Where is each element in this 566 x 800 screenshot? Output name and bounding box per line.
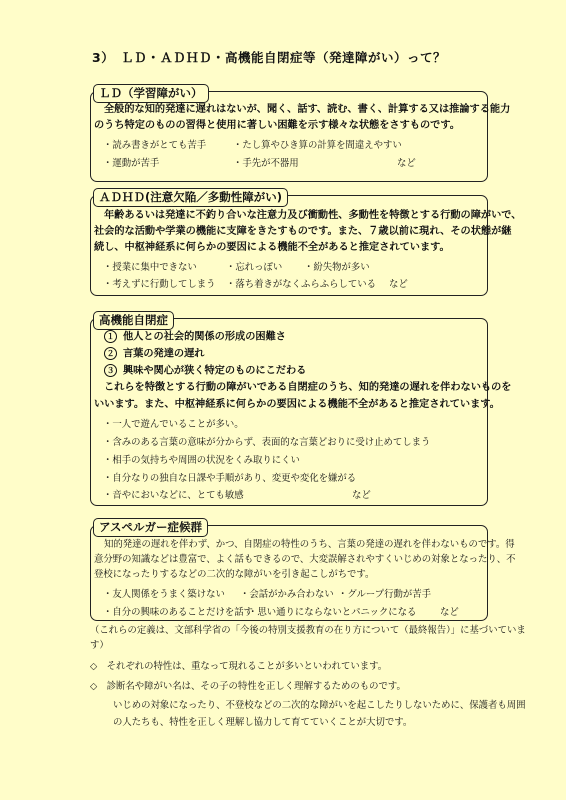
page-title: 3） ＬＤ・ＡＤＨＤ・高機能自閉症等（発達障がい）って？ xyxy=(92,50,446,65)
adhd-item-2: ・忘れっぽい xyxy=(226,262,283,273)
note-2: ◇ 診断名や障がい名は、その子の特性を正しく理解するためのものです。 xyxy=(90,681,406,692)
hfa-feature-1-text: 他人との社会的関係の形成の困難さ xyxy=(123,331,286,343)
ld-item-3: ・運動が苦手 xyxy=(103,158,160,169)
hfa-text-2: いいます。また、中枢神経系に何らかの要因による機能不全があると推定されています。 xyxy=(94,399,500,410)
hfa-item-etc: など xyxy=(352,490,371,501)
hfa-label: 高機能自閉症 xyxy=(93,311,174,330)
adhd-text-1: 年齢あるいは発達に不釣り合いな注意力及び衝動性、多動性を特徴とする行動の障がいで、 xyxy=(104,210,522,221)
asperger-item-3: ・グループ行動が苦手 xyxy=(338,589,431,600)
hfa-item-4: ・自分なりの独自な日課や手順があり、変更や変化を嫌がる xyxy=(103,473,357,484)
asperger-item-etc: など xyxy=(440,607,459,618)
hfa-feature-1 xyxy=(104,330,286,345)
hfa-feature-2-text: 言葉の発達の遅れ xyxy=(123,348,205,360)
source-note-2: す） xyxy=(90,640,109,651)
ld-item-1: ・読み書きがとても苦手 xyxy=(103,140,207,151)
adhd-text-2: 社会的な活動や学業の機能に支障をきたすものです。また、７歳以前に現れ、その状態が継 xyxy=(94,226,512,237)
circled-number-2: ２ xyxy=(104,347,117,360)
hfa-item-1: ・一人で遊んでいることが多い。 xyxy=(103,419,244,430)
asperger-label: アスペルガー症候群 xyxy=(93,518,208,537)
hfa-text-1: これらを特徴とする行動の障がいである自閉症のうち、知的発達の遅れを伴わないものを xyxy=(104,382,512,393)
adhd-item-1: ・授業に集中できない xyxy=(103,262,197,273)
hfa-feature-3 xyxy=(104,364,306,379)
adhd-item-3: ・紛失物が多い xyxy=(304,262,370,273)
note-3: いじめの対象になったり、不登校などの二次的な障がいを起こしたりしないために、保護者も周囲 xyxy=(113,700,526,711)
adhd-text-3: 続し、中枢神経系に何らかの要因による機能不全があると推定されています。 xyxy=(94,242,450,253)
ld-item-etc: など xyxy=(397,158,416,169)
note-4: の人たちも、特性を正しく理解し協力して育てていくことが大切です。 xyxy=(113,717,413,728)
asperger-item-4: ・自分の興味のあることだけを話す xyxy=(103,607,254,618)
note-1: ◇ それぞれの特性は、重なって現れることが多いといわれています。 xyxy=(90,661,388,672)
ld-text-2: のうち特定のものの習得と使用に著しい困難を示す様々な状態をさすものです。 xyxy=(94,120,460,131)
asperger-text-1: 知的発達の遅れを伴わず、かつ、自閉症の特性のうち、言葉の発達の遅れを伴わないものです。得 xyxy=(104,539,515,550)
adhd-item-etc: など xyxy=(389,279,408,290)
hfa-feature-2 xyxy=(104,347,205,362)
hfa-item-5: ・音やにおいなどに、とても敏感 xyxy=(103,490,244,501)
circled-number-1: １ xyxy=(104,330,117,343)
asperger-text-2: 意分野の知識などは豊富で、よく話もできるので、大変誤解されやすくいじめの対象となったり、不 xyxy=(94,554,516,565)
ld-item-2: ・たし算やひき算の計算を間違えやすい xyxy=(233,140,402,151)
asperger-item-1: ・友人関係をうまく築けない xyxy=(103,589,225,600)
circled-number-3: ３ xyxy=(104,364,117,377)
asperger-item-5: ・思い通りにならないとパニックになる xyxy=(248,607,417,618)
asperger-item-2: ・会話がかみ合わない xyxy=(240,589,334,600)
asperger-text-3: 登校になったりするなどの二次的な障がいを引き起こしがちです。 xyxy=(94,569,375,580)
ld-item-4: ・手先が不器用 xyxy=(233,158,299,169)
ld-text-1: 全般的な知的発達に遅れはないが、聞く、話す、読む、書く、計算する又は推論する能力 xyxy=(104,104,511,115)
adhd-item-5: ・落ち着きがなくふらふらしている xyxy=(226,279,377,290)
adhd-item-4: ・考えずに行動してしまう xyxy=(103,279,216,290)
hfa-item-2: ・含みのある言葉の意味が分からず、表面的な言葉どおりに受け止めてしまう xyxy=(103,437,431,448)
source-note-1: （これらの定義は、文部科学省の「今後の特別支援教育の在り方について（最終報告）」に基づいていま xyxy=(90,625,526,636)
hfa-item-3: ・相手の気持ちや周囲の状況をくみ取りにくい xyxy=(103,455,300,466)
adhd-label: ＡＤＨＤ(注意欠陥／多動性障がい) xyxy=(93,188,288,207)
ld-label: ＬＤ（学習障がい） xyxy=(93,84,209,103)
hfa-feature-3-text: 興味や関心が狭く特定のものにこだわる xyxy=(123,365,307,377)
